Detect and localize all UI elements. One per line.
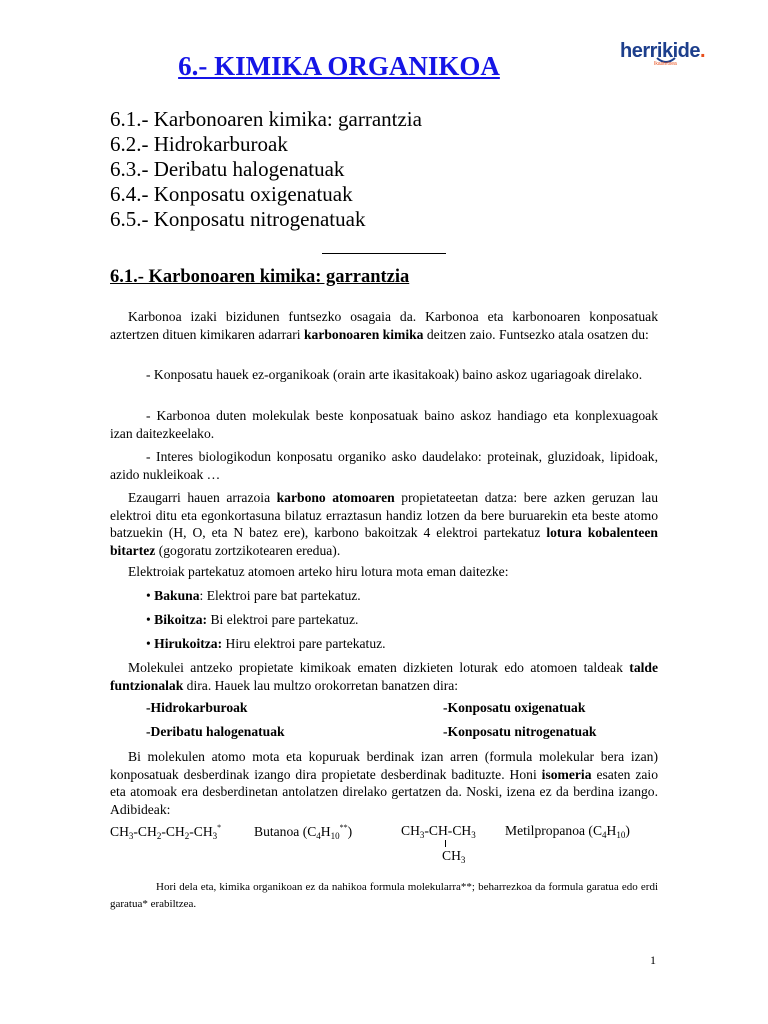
methyl-branch: $CH_3$ bbox=[442, 848, 466, 865]
logo-word: herrikide bbox=[620, 40, 700, 62]
logo-tagline: Ikastetxea bbox=[654, 61, 677, 67]
text-run: Bi molekulen atomo mota eta kopuruak berdinak izan arren (formula molekular bera izan) konposatuak desberdinak izango dira propietate desberdinak badituzte. Honi bbox=[110, 749, 658, 782]
bond-desc: Bi elektroi pare partekatuz. bbox=[207, 612, 359, 627]
bond-desc: Hiru elektroi pare partekatuz. bbox=[222, 636, 386, 651]
functional-groups-paragraph bbox=[110, 659, 658, 694]
reason-paragraph: - Konposatu hauek ez-organikoak (orain arte ikasitakoak) baino askoz ugariagoak direlako. bbox=[146, 367, 643, 382]
bold-term: lotura kobalenteen bitartez bbox=[110, 525, 658, 558]
reason-paragraph: - Karbonoa duten molekulak beste konposatuak baino askoz handiago eta konplexuagoak izan daitezkeelako. bbox=[110, 408, 658, 441]
toc-item: 6.2.- Hidrokarburoak bbox=[110, 132, 288, 156]
table-of-contents bbox=[110, 107, 422, 232]
bond-intro: Elektroiak partekatuz atomoen arteko hiru lotura mota eman daitezke: bbox=[128, 564, 509, 579]
text-run: esaten zaio eta atomoak era desberdinetan antolatzen direlako gertatzen da. Noski, izena ez da berdina izango. Adibideak: bbox=[110, 766, 658, 817]
methylpropane-name: Metilpropanoa $(C_4H_{10})$ bbox=[505, 823, 630, 840]
butane-formula: $CH_3-CH_2-CH_2-CH_3^*$ bbox=[110, 823, 222, 841]
isomeria-paragraph bbox=[110, 748, 658, 818]
toc-item: 6.4.- Konposatu oxigenatuak bbox=[110, 182, 353, 206]
toc-item: 6.1.- Karbonoaren kimika: garrantzia bbox=[110, 107, 422, 131]
text-run: propietateetan datza: bere azken geruzan lau elektroi ditu eta egonkortasuna bilatuz erraztasun handiz lotzen da bere buruarekin eta beste atomo batzuekin (H, O, eta N batez ere), karbono bakoitzak 4 elektroi partekatuz bbox=[110, 490, 658, 540]
logo-dot: . bbox=[699, 40, 706, 62]
branch-bond bbox=[445, 840, 446, 847]
toc-item: 6.3.- Deribatu halogenatuak bbox=[110, 157, 345, 181]
section-heading: 6.1.- Karbonoaren kimika: garrantzia bbox=[110, 267, 410, 287]
toc-item: 6.5.- Konposatu nitrogenatuak bbox=[110, 207, 366, 231]
bold-term: talde funtzionalak bbox=[110, 660, 658, 693]
group-item: -Deribatu halogenatuak bbox=[146, 724, 285, 739]
bold-term: isomeria bbox=[541, 766, 592, 782]
bold-term: karbonoaren kimika bbox=[303, 326, 424, 342]
toc-divider bbox=[322, 253, 446, 254]
reason-paragraph: - Interes biologikodun konposatu organiko asko daudelako: proteinak, gluzidoak, lipidoak, azido nukleikoak … bbox=[110, 449, 658, 482]
bond-name: Hirukoitza: bbox=[154, 636, 223, 651]
text-run: Ezaugarri hauen arrazoia bbox=[128, 490, 277, 505]
text-run: deitzen zaio. Funtsezko atala osatzen du: bbox=[423, 326, 649, 342]
group-item: -Konposatu oxigenatuak bbox=[443, 700, 586, 715]
page-title: 6.- KIMIKA ORGANIKOA bbox=[178, 51, 500, 81]
group-item: -Hidrokarburoak bbox=[146, 700, 248, 715]
bond-desc: : Elektroi pare bat partekatuz. bbox=[199, 588, 361, 603]
bold-term: karbono atomoaren bbox=[276, 490, 395, 505]
bond-item bbox=[146, 587, 361, 605]
intro-paragraph bbox=[110, 308, 658, 343]
butane-name: Butanoa $(C_4H_{10}^{**})$ bbox=[254, 823, 353, 841]
bond-item bbox=[146, 611, 358, 629]
text-run: (gogoratu zortzikotearen eredua). bbox=[155, 542, 341, 558]
bullet: • bbox=[146, 636, 151, 651]
carbon-paragraph bbox=[110, 489, 658, 559]
methylpropane-formula: $CH_3-CH-CH_3$ bbox=[401, 823, 476, 840]
bullet: • bbox=[146, 612, 151, 627]
text-run: dira. Hauek lau multzo orokorretan banatzen dira: bbox=[183, 677, 459, 693]
bond-name: Bakuna bbox=[154, 588, 200, 603]
group-item: -Konposatu nitrogenatuak bbox=[443, 724, 597, 739]
page-number: 1 bbox=[650, 953, 656, 967]
footnote: Hori dela eta, kimika organikoan ez da nahikoa formula molekularra**; beharrezkoa da formula garatua edo erdi garatua* erabiltzea. bbox=[110, 881, 658, 910]
text-run: Molekulei antzeko propietate kimikoak ematen dizkieten loturak edo atomoen taldeak bbox=[128, 660, 630, 675]
bullet: • bbox=[146, 588, 151, 603]
bond-name: Bikoitza: bbox=[154, 612, 208, 627]
text-run: Karbonoa izaki bizidunen funtsezko osagaia da. Karbonoa eta karbonoaren konposatuak aztertzen dituen kimikaren adarrari bbox=[110, 309, 658, 342]
bond-item bbox=[146, 635, 386, 653]
